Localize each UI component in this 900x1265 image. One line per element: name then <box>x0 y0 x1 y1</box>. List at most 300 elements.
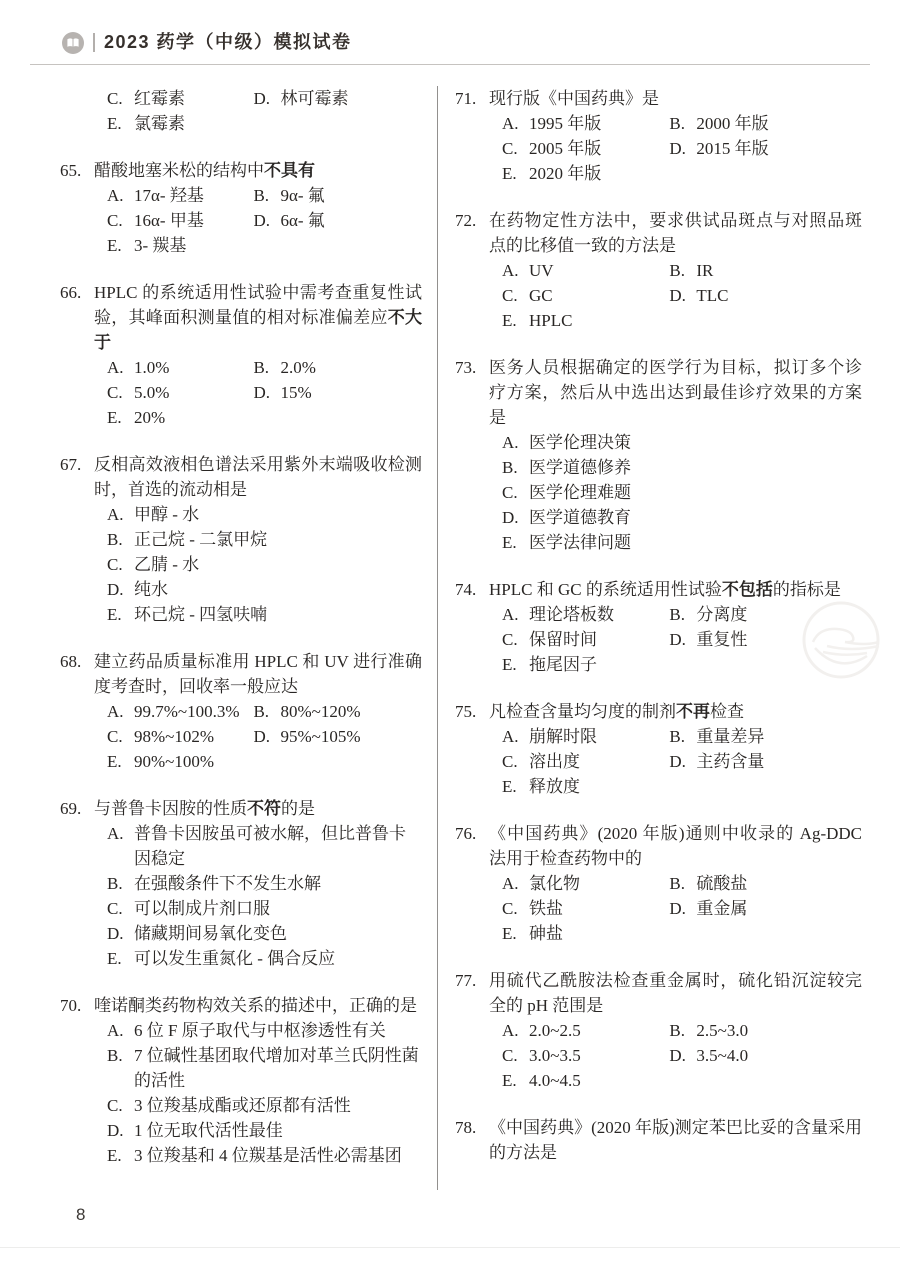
option-C <box>107 896 422 921</box>
option-text: 2015 年版 <box>696 139 769 158</box>
option-label: C. <box>502 899 518 918</box>
option-label: B. <box>253 358 270 377</box>
option-text: 甲醇 - 水 <box>134 505 200 524</box>
book-icon <box>62 32 84 54</box>
question-stem <box>94 158 422 183</box>
question-body <box>94 993 422 1168</box>
header-separator <box>93 33 95 52</box>
question-number: 78. <box>455 1118 477 1137</box>
options-list <box>502 111 862 186</box>
option-text: 20% <box>134 408 166 427</box>
question-body <box>489 968 862 1093</box>
option-text: 4.0~4.5 <box>529 1071 581 1090</box>
option-E <box>502 921 669 946</box>
question-stem <box>94 280 422 355</box>
option-E <box>107 602 422 627</box>
stem-text: 在药物定性方法中，要求供试品斑点与对照品斑点的比移值一致的方法是 <box>489 211 862 255</box>
option-E <box>502 774 669 799</box>
option-text: 医学道德教育 <box>529 508 631 527</box>
question-78 <box>455 1115 862 1165</box>
option-text: 硫酸盐 <box>696 874 748 893</box>
option-A <box>502 430 862 455</box>
option-E <box>502 1068 669 1093</box>
option-C <box>502 749 669 774</box>
option-label: E. <box>107 605 122 624</box>
question-stem <box>94 993 422 1018</box>
stem-text: 的是 <box>281 799 315 818</box>
option-A <box>107 1018 422 1043</box>
option-A <box>502 602 669 627</box>
question-stem <box>489 821 862 871</box>
right-column <box>455 86 862 1190</box>
page-header <box>62 30 860 55</box>
option-label: E. <box>107 752 122 771</box>
option-text: 释放度 <box>529 777 580 796</box>
question-body <box>94 452 422 627</box>
stem-emphasis: 不包括 <box>721 580 773 599</box>
stem-text: HPLC 和 GC 的系统适用性试验 <box>489 580 722 599</box>
option-text: 溶出度 <box>529 752 580 771</box>
option-text: 环己烷 - 四氢呋喃 <box>134 605 268 624</box>
option-text: 90%~100% <box>134 752 215 771</box>
option-label: B. <box>107 530 123 549</box>
question-number: 71. <box>455 89 477 108</box>
option-C <box>502 136 669 161</box>
question-stem <box>489 355 862 430</box>
option-text: 拖尾因子 <box>529 655 597 674</box>
option-label: C. <box>107 1096 123 1115</box>
option-D <box>107 577 422 602</box>
option-C <box>502 283 669 308</box>
option-label: C. <box>502 286 518 305</box>
question-body <box>489 1115 862 1165</box>
option-A <box>107 183 253 208</box>
option-B <box>669 871 862 896</box>
option-label: B. <box>669 1021 685 1040</box>
question-number: 70. <box>60 996 82 1015</box>
question-number: 75. <box>455 702 477 721</box>
option-B <box>107 1043 422 1093</box>
option-E <box>502 308 669 333</box>
option-text: 15% <box>280 383 312 402</box>
option-label: E. <box>502 311 517 330</box>
question-body <box>489 577 862 677</box>
option-text: 重复性 <box>696 630 748 649</box>
option-text: 医学伦理难题 <box>529 483 631 502</box>
options-list <box>107 183 422 258</box>
stem-text: 检查 <box>710 702 744 721</box>
option-label: C. <box>502 752 518 771</box>
option-label: C. <box>502 1046 518 1065</box>
stem-text: 《中国药典》(2020 年版)测定苯巴比妥的含量采用的方法是 <box>489 1118 862 1162</box>
question-stem <box>94 796 422 821</box>
question-70 <box>60 993 422 1168</box>
option-label: C. <box>107 211 123 230</box>
stem-emphasis: 不大于 <box>94 308 423 352</box>
option-label: E. <box>502 655 517 674</box>
option-E <box>107 1143 422 1168</box>
option-label: A. <box>502 874 519 893</box>
options-list <box>502 871 862 946</box>
option-text: 3 位羧基成酯或还原都有活性 <box>134 1096 351 1115</box>
option-text: 林可霉素 <box>280 89 349 108</box>
option-label: D. <box>253 211 270 230</box>
question-body <box>94 796 422 971</box>
option-text: 储藏期间易氧化变色 <box>134 924 287 943</box>
option-label: A. <box>502 261 519 280</box>
question-body <box>489 821 862 946</box>
option-text: 9α- 氟 <box>280 186 325 205</box>
question-number <box>60 86 94 136</box>
question-stem <box>489 208 862 258</box>
option-label: B. <box>669 261 685 280</box>
option-C <box>107 724 253 749</box>
option-text: 铁盐 <box>529 899 563 918</box>
option-A <box>107 821 422 871</box>
option-D <box>502 505 862 530</box>
option-label: E. <box>502 1071 517 1090</box>
option-label: E. <box>107 1146 122 1165</box>
column-divider <box>437 86 438 1190</box>
question-number: 66. <box>60 283 82 302</box>
question-body <box>489 208 862 333</box>
option-text: 可以制成片剂口服 <box>134 899 270 918</box>
option-D <box>669 283 862 308</box>
option-label: C. <box>502 139 518 158</box>
page-number: 8 <box>76 1205 86 1224</box>
question-number: 76. <box>455 824 477 843</box>
option-label: B. <box>669 114 685 133</box>
option-E <box>107 749 253 774</box>
option-E <box>502 530 862 555</box>
option-label: A. <box>502 1021 519 1040</box>
options-list <box>107 86 422 136</box>
question-number: 73. <box>455 358 477 377</box>
option-label: A. <box>502 114 519 133</box>
option-text: TLC <box>696 286 729 305</box>
option-label: C. <box>107 899 123 918</box>
option-text: 氯霉素 <box>134 114 185 133</box>
option-text: GC <box>529 286 553 305</box>
option-text: 16α- 甲基 <box>134 211 204 230</box>
option-label: B. <box>253 702 270 721</box>
option-text: HPLC <box>529 311 573 330</box>
option-label: C. <box>107 555 123 574</box>
option-text: 6 位 F 原子取代与中枢渗透性有关 <box>134 1021 386 1040</box>
option-label: A. <box>502 433 519 452</box>
option-text: 理论塔板数 <box>529 605 614 624</box>
option-label: A. <box>107 186 124 205</box>
stem-text: 现行版《中国药典》是 <box>489 89 659 108</box>
option-E <box>107 405 253 430</box>
option-C <box>107 552 422 577</box>
option-D <box>253 208 422 233</box>
option-C <box>502 480 862 505</box>
options-list <box>107 502 422 627</box>
question-body <box>94 158 422 258</box>
option-E <box>502 652 669 677</box>
option-text: 纯水 <box>134 580 168 599</box>
option-label: D. <box>502 508 519 527</box>
option-C <box>502 1043 669 1068</box>
question-body <box>489 699 862 799</box>
question-stem <box>94 452 422 502</box>
question-number: 68. <box>60 652 82 671</box>
question-stem <box>489 86 862 111</box>
option-text: 普鲁卡因胺虽可被水解，但比普鲁卡因稳定 <box>134 824 406 868</box>
option-B <box>669 724 862 749</box>
option-text: 医学伦理决策 <box>529 433 631 452</box>
option-label: D. <box>253 383 270 402</box>
option-label: D. <box>253 89 270 108</box>
option-D <box>669 627 862 652</box>
option-D <box>669 896 862 921</box>
option-label: D. <box>669 1046 686 1065</box>
option-label: E. <box>107 408 122 427</box>
stem-text: 用硫代乙酰胺法检查重金属时，硫化铅沉淀较完全的 pH 范围是 <box>489 971 862 1015</box>
option-C <box>107 208 253 233</box>
options-list <box>502 430 862 555</box>
stem-emphasis: 不再 <box>676 702 710 721</box>
option-D <box>669 136 862 161</box>
option-label: A. <box>107 702 124 721</box>
option-label: E. <box>107 114 122 133</box>
stem-text: 喹诺酮类药物构效关系的描述中，正确的是 <box>94 996 417 1015</box>
options-list <box>107 699 422 774</box>
option-label: D. <box>669 630 686 649</box>
option-C <box>502 627 669 652</box>
stem-text: 凡检查含量均匀度的制剂 <box>489 702 676 721</box>
option-E <box>107 946 422 971</box>
question-66 <box>60 280 422 430</box>
stem-text: 建立药品质量标准用 HPLC 和 UV 进行准确度考查时，回收率一般应达 <box>94 652 422 696</box>
option-label: E. <box>502 164 517 183</box>
option-D <box>253 86 422 111</box>
option-label: E. <box>502 924 517 943</box>
option-C <box>502 896 669 921</box>
question-74 <box>455 577 862 677</box>
option-B <box>107 871 422 896</box>
option-label: D. <box>669 286 686 305</box>
option-label: E. <box>107 236 122 255</box>
question-body <box>94 649 422 774</box>
option-text: 医学道德修养 <box>529 458 631 477</box>
option-D <box>669 1043 862 1068</box>
option-B <box>502 455 862 480</box>
option-label: B. <box>669 605 685 624</box>
option-label: D. <box>669 899 686 918</box>
option-B <box>253 183 422 208</box>
option-label: E. <box>502 533 517 552</box>
option-label: C. <box>502 483 518 502</box>
option-text: 乙腈 - 水 <box>134 555 200 574</box>
option-D <box>669 749 862 774</box>
stem-text: 的指标是 <box>772 580 841 599</box>
option-text: 2005 年版 <box>529 139 602 158</box>
question-number: 77. <box>455 971 477 990</box>
option-label: D. <box>107 1121 124 1140</box>
left-column <box>60 86 422 1190</box>
options-list <box>502 602 862 677</box>
question-68 <box>60 649 422 774</box>
option-B <box>107 527 422 552</box>
option-text: 氯化物 <box>529 874 580 893</box>
option-text: 崩解时限 <box>529 727 597 746</box>
option-label: A. <box>502 605 519 624</box>
option-text: 1.0% <box>134 358 170 377</box>
option-C <box>107 86 253 111</box>
option-E <box>107 233 253 258</box>
option-B <box>669 111 862 136</box>
option-text: 1995 年版 <box>529 114 602 133</box>
option-text: 6α- 氟 <box>280 211 325 230</box>
option-B <box>669 258 862 283</box>
question-stem <box>489 968 862 1018</box>
option-A <box>107 355 253 380</box>
question-number: 69. <box>60 799 82 818</box>
option-text: UV <box>529 261 554 280</box>
option-label: C. <box>107 727 123 746</box>
question-73 <box>455 355 862 555</box>
option-B <box>669 1018 862 1043</box>
option-A <box>502 871 669 896</box>
option-text: 在强酸条件下不发生水解 <box>134 874 321 893</box>
option-label: E. <box>502 777 517 796</box>
question-stem <box>489 699 862 724</box>
option-label: A. <box>107 1021 124 1040</box>
option-label: D. <box>669 139 686 158</box>
options-list <box>502 1018 862 1093</box>
options-list <box>107 355 422 430</box>
question-columns <box>60 86 862 1190</box>
option-label: A. <box>107 505 124 524</box>
question-72 <box>455 208 862 333</box>
option-label: D. <box>107 580 124 599</box>
option-label: B. <box>107 874 123 893</box>
option-label: B. <box>669 727 685 746</box>
option-label: C. <box>502 630 518 649</box>
question-67 <box>60 452 422 627</box>
question-69 <box>60 796 422 971</box>
question-stem <box>489 1115 862 1165</box>
option-label: B. <box>502 458 518 477</box>
option-text: 80%~120% <box>280 702 361 721</box>
option-text: 95%~105% <box>280 727 361 746</box>
option-text: 分离度 <box>696 605 748 624</box>
option-text: 2000 年版 <box>696 114 769 133</box>
option-A <box>107 699 253 724</box>
option-text: 主药含量 <box>696 752 765 771</box>
option-label: E. <box>107 949 122 968</box>
option-text: 99.7%~100.3% <box>134 702 240 721</box>
option-A <box>502 1018 669 1043</box>
stem-text: 反相高效液相色谱法采用紫外末端吸收检测时，首选的流动相是 <box>94 455 422 499</box>
option-A <box>502 258 669 283</box>
page-title: 2023 药学（中级）模拟试卷 <box>104 32 352 52</box>
stem-text: HPLC 的系统适用性试验中需考查重复性试验，其峰面积测量值的相对标准偏差应 <box>94 283 422 327</box>
option-text: 医学法律问题 <box>529 533 631 552</box>
option-text: 砷盐 <box>529 924 563 943</box>
option-label: D. <box>107 924 124 943</box>
option-label: D. <box>669 752 686 771</box>
option-text: 2.0% <box>280 358 316 377</box>
question-71 <box>455 86 862 186</box>
question-number: 67. <box>60 455 82 474</box>
option-text: 7 位碱性基团取代增加对革兰氏阴性菌的活性 <box>134 1046 419 1090</box>
question-76 <box>455 821 862 946</box>
option-C <box>107 380 253 405</box>
question-75 <box>455 699 862 799</box>
stem-text: 与普鲁卡因胺的性质 <box>94 799 247 818</box>
option-A <box>502 111 669 136</box>
options-list <box>502 724 862 799</box>
stem-text: 醋酸地塞米松的结构中 <box>94 161 264 180</box>
option-label: B. <box>669 874 685 893</box>
option-B <box>253 355 422 380</box>
question-body <box>94 280 422 430</box>
option-A <box>107 502 422 527</box>
question-65 <box>60 158 422 258</box>
option-text: 3.5~4.0 <box>696 1046 749 1065</box>
option-label: B. <box>107 1046 123 1065</box>
option-text: 保留时间 <box>529 630 597 649</box>
option-text: 正己烷 - 二氯甲烷 <box>134 530 268 549</box>
option-label: A. <box>502 727 519 746</box>
option-text: 1 位无取代活性最佳 <box>134 1121 283 1140</box>
options-list <box>502 258 862 333</box>
question-stem <box>94 649 422 699</box>
option-text: 3- 羰基 <box>134 236 187 255</box>
option-D <box>253 724 422 749</box>
question-number: 74. <box>455 580 477 599</box>
question-body <box>489 86 862 186</box>
option-text: 3.0~3.5 <box>529 1046 581 1065</box>
question-77 <box>455 968 862 1093</box>
option-B <box>669 602 862 627</box>
option-text: 3 位羧基和 4 位羰基是活性必需基团 <box>134 1146 402 1165</box>
option-text: 可以发生重氮化 - 偶合反应 <box>134 949 336 968</box>
option-D <box>253 380 422 405</box>
stem-emphasis: 不具有 <box>264 161 315 180</box>
question-continuation <box>60 86 422 136</box>
question-number: 72. <box>455 211 477 230</box>
option-text: 重金属 <box>696 899 748 918</box>
header-rule <box>30 64 870 65</box>
option-C <box>107 1093 422 1118</box>
question-body <box>94 86 422 136</box>
option-A <box>502 724 669 749</box>
stem-emphasis: 不符 <box>247 799 281 818</box>
options-list <box>107 1018 422 1168</box>
option-text: IR <box>696 261 714 280</box>
option-text: 2020 年版 <box>529 164 602 183</box>
option-E <box>107 111 253 136</box>
option-D <box>107 1118 422 1143</box>
option-label: C. <box>107 383 123 402</box>
question-stem <box>489 577 862 602</box>
option-text: 5.0% <box>134 383 170 402</box>
bottom-rule <box>0 1247 900 1248</box>
option-text: 98%~102% <box>134 727 215 746</box>
stem-text: 《中国药典》(2020 年版)通则中收录的 Ag-DDC 法用于检查药物中的 <box>489 824 862 868</box>
option-D <box>107 921 422 946</box>
option-label: D. <box>253 727 270 746</box>
option-text: 17α- 羟基 <box>134 186 204 205</box>
options-list <box>107 821 422 971</box>
option-text: 2.0~2.5 <box>529 1021 581 1040</box>
option-text: 2.5~3.0 <box>696 1021 749 1040</box>
stem-text: 医务人员根据确定的医学行为目标，拟订多个诊疗方案，然后从中选出达到最佳诊疗效果的方案是 <box>489 358 862 427</box>
